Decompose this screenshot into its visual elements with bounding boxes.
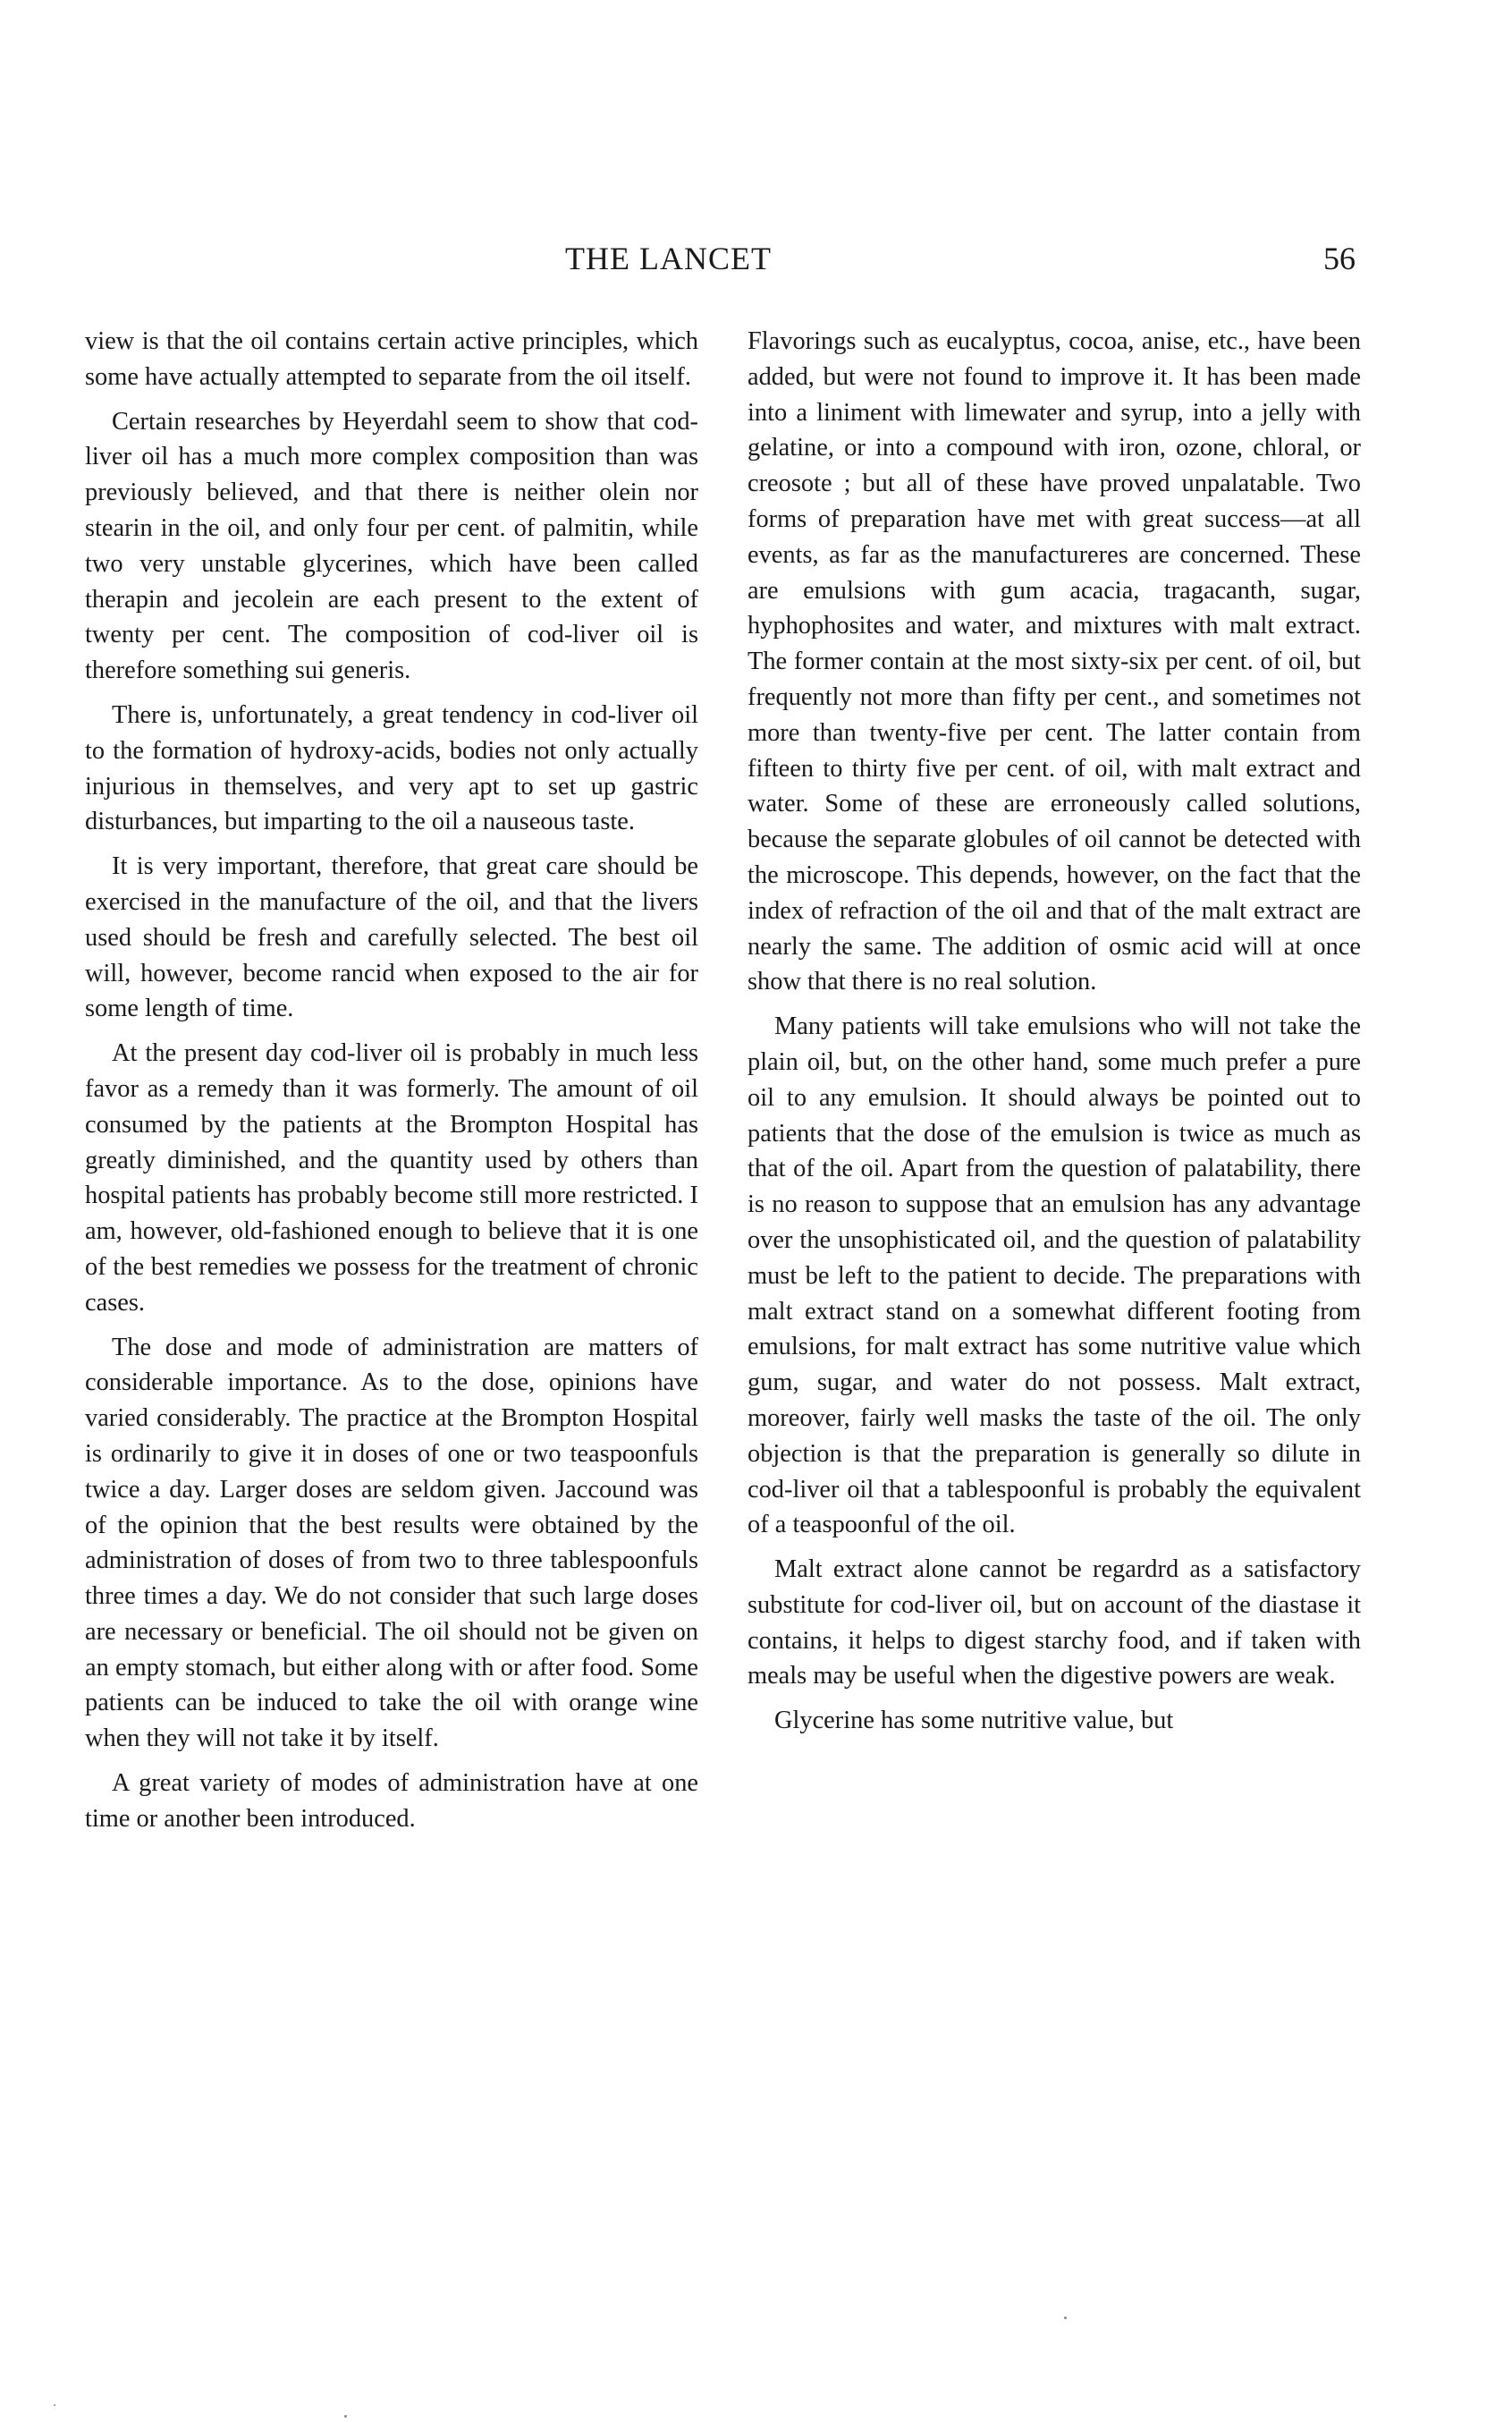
paragraph: Flavorings such as eucalyptus, cocoa, anise, etc., have been added, but were not found to improve it. It has been made into a liniment with limewater and syrup, into a jelly with gelatine, or into a compound with iron, ozone, chloral, or creosote ; but all of these have proved unpalatable. Two forms of preparation have met with great success—at all events, as far as the manufactureres are concerned. These are emulsions with gum acacia, tragacanth, sugar, hyphophosites and water, and mixtures with malt extract. The former contain at the most sixty-six per cent. of oil, but frequently not more than fifty per cent., and sometimes not more than twenty-five per cent. The latter contain from fifteen to thirty five per cent. of oil, with malt extract and water. Some of these are erroneously called solutions, because the separate globules of oil cannot be detected with the microscope. This depends, however, on the fact that the index of refraction of the oil and that of the malt extract are nearly the same. The addition of osmic acid will at once show that there is no real solution. <box>748 327 1361 996</box>
running-title: THE LANCET <box>565 241 772 276</box>
paragraph: Many patients will take emulsions who will not take the plain oil, but, on the other hand, some much prefer a pure oil to any emulsion. It should always be pointed out to patients that the dose of the emulsion is twice as much as that of the oil. Apart from the question of palatability, there is no reason to suppose that an emulsion has any advantage over the unsophisticated oil, and the question of palatability must be left to the patient to decide. The preparations with malt extract stand on a somewhat different footing from emulsions, for malt extract has some nutritive value which gum, sugar, and water do not possess. Malt extract, moreover, fairly well masks the taste of the oil. The only objection is that the preparation is generally so dilute in cod-liver oil that a tablespoonful is probably the equivalent of a teaspoonful of the oil. <box>748 1012 1361 1539</box>
paragraph: At the present day cod-liver oil is probably in much less favor as a remedy than it was formerly. The amount of oil consumed by the patients at the Brompton Hospital has greatly diminished, and the quantity used by others than hospital patients has probably become still more restricted. I am, however, old-fashioned enough to believe that it is one of the best remedies we possess for the treatment of chronic cases. <box>85 1039 698 1317</box>
paragraph: view is that the oil contains certain active principles, which some have actually attempted to separate from the oil itself. <box>85 327 698 391</box>
left-column <box>85 324 698 1846</box>
print-speck <box>344 2415 347 2418</box>
paragraph: A great variety of modes of administration have at one time or another been introduced. <box>85 1769 698 1833</box>
page-number: 56 <box>1323 241 1356 276</box>
print-speck <box>54 2404 55 2406</box>
paragraph: Malt extract alone cannot be regardrd as a satisfactory substitute for cod-liver oil, but on account of the diastase it contains, it helps to digest starchy food, and if taken with meals may be useful when the digestive powers are weak. <box>748 1555 1361 1690</box>
paragraph: The dose and mode of administration are matters of considerable importance. As to the dose, opinions have varied considerably. The practice at the Brompton Hospital is ordinarily to give it in doses of one or two teaspoonfuls twice a day. Larger doses are seldom given. Jaccound was of the opinion that the best results were obtained by the administration of doses of from two to three tablespoonfuls three times a day. We do not consider that such large doses are necessary or beneficial. The oil should not be given on an empty stomach, but either along with or after food. Some patients can be induced to take the oil with orange wine when they will not take it by itself. <box>85 1333 698 1753</box>
print-speck <box>1064 2317 1067 2319</box>
right-column <box>748 324 1361 1748</box>
page-header <box>0 240 1512 283</box>
paragraph: There is, unfortunately, a great tendency in cod-liver oil to the formation of hydroxy-acids, bodies not only actually injurious in themselves, and very apt to set up gastric disturbances, but imparting to the oil a nauseous taste. <box>85 700 698 836</box>
paragraph: Glycerine has some nutritive value, but <box>774 1707 1174 1735</box>
paragraph: It is very important, therefore, that great care should be exercised in the manufacture of the oil, and that the livers used should be fresh and carefully selected. The best oil will, however, become rancid when exposed to the air for some length of time. <box>85 852 698 1023</box>
paragraph: Certain researches by Heyerdahl seem to show that cod-liver oil has a much more complex composition than was previously believed, and that there is neither olein nor stearin in the oil, and only four per cent. of palmitin, while two very unstable glycerines, which have been called therapin and jecolein are each present to the extent of twenty per cent. The composition of cod-liver oil is therefore something sui generis. <box>85 407 698 685</box>
